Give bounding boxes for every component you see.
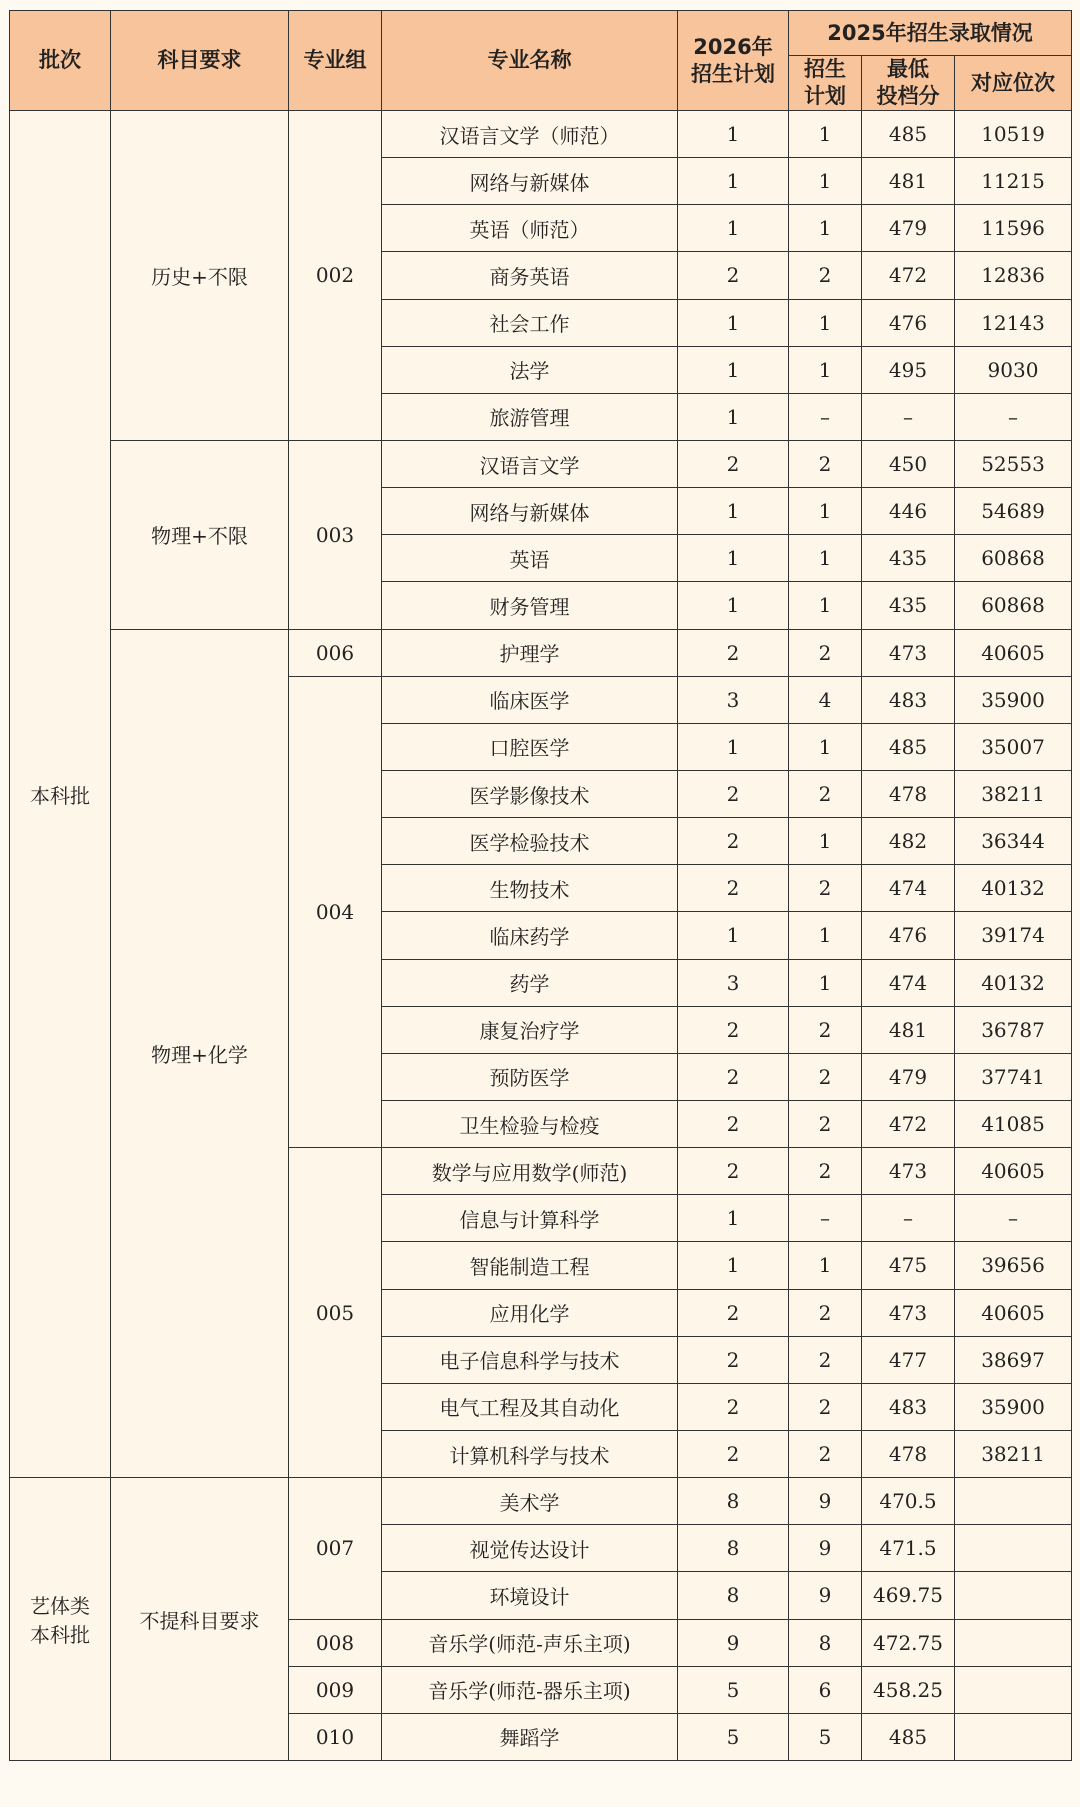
- table-row: [10, 629, 1072, 676]
- table-header: [10, 11, 1072, 111]
- plan-2025-cell: 1: [789, 111, 862, 158]
- rank-cell: –: [955, 393, 1072, 440]
- major-name-cell: 电子信息科学与技术: [382, 1336, 678, 1383]
- rank-cell: 12836: [955, 252, 1072, 299]
- plan-2026-cell: 2: [678, 1100, 789, 1147]
- plan-2025-cell: 2: [789, 1148, 862, 1195]
- header-admission-2025: 2025年招生录取情况: [789, 11, 1072, 56]
- plan-2026-cell: 1: [678, 1195, 789, 1242]
- rank-cell: 39656: [955, 1242, 1072, 1289]
- plan-2025-cell: 2: [789, 1289, 862, 1336]
- major-name-cell: 社会工作: [382, 299, 678, 346]
- major-name-cell: 网络与新媒体: [382, 488, 678, 535]
- plan-2026-cell: 2: [678, 629, 789, 676]
- min-score-cell: 478: [862, 1430, 955, 1477]
- min-score-cell: 478: [862, 770, 955, 817]
- subject-requirement-cell: 物理+化学: [111, 629, 289, 1478]
- plan-2026-cell: 2: [678, 252, 789, 299]
- plan-2025-cell: 1: [789, 346, 862, 393]
- plan-2025-cell: –: [789, 1195, 862, 1242]
- min-score-cell: 479: [862, 205, 955, 252]
- min-score-cell: 481: [862, 158, 955, 205]
- major-name-cell: 卫生检验与检疫: [382, 1100, 678, 1147]
- rank-cell: 36787: [955, 1006, 1072, 1053]
- rank-cell: [955, 1666, 1072, 1713]
- plan-2025-cell: 1: [789, 723, 862, 770]
- rank-cell: 11596: [955, 205, 1072, 252]
- group-code-cell: 007: [289, 1478, 382, 1619]
- batch-cell: [10, 1478, 111, 1761]
- plan-2025-cell: 2: [789, 1100, 862, 1147]
- major-name-cell: 信息与计算科学: [382, 1195, 678, 1242]
- plan-2026-cell: 3: [678, 676, 789, 723]
- major-name-cell: 财务管理: [382, 582, 678, 629]
- major-name-cell: 临床医学: [382, 676, 678, 723]
- major-name-cell: 应用化学: [382, 1289, 678, 1336]
- rank-cell: 40605: [955, 1148, 1072, 1195]
- plan-2025-cell: 1: [789, 1242, 862, 1289]
- plan-2026-cell: 2: [678, 818, 789, 865]
- plan-2025-cell: 2: [789, 1383, 862, 1430]
- rank-cell: 54689: [955, 488, 1072, 535]
- table-row: [10, 1478, 1072, 1525]
- major-name-cell: 电气工程及其自动化: [382, 1383, 678, 1430]
- major-name-cell: 护理学: [382, 629, 678, 676]
- rank-cell: 36344: [955, 818, 1072, 865]
- min-score-cell: 479: [862, 1053, 955, 1100]
- plan-2025-cell: –: [789, 393, 862, 440]
- plan-2026-cell: 8: [678, 1478, 789, 1525]
- plan-2025-cell: 2: [789, 1006, 862, 1053]
- header-group: 专业组: [289, 11, 382, 111]
- plan-2026-cell: 2: [678, 1383, 789, 1430]
- min-score-cell: –: [862, 393, 955, 440]
- major-name-cell: 汉语言文学（师范）: [382, 111, 678, 158]
- header-plan-2026: [678, 11, 789, 111]
- rank-cell: 38211: [955, 1430, 1072, 1477]
- plan-2025-cell: 1: [789, 582, 862, 629]
- rank-cell: 11215: [955, 158, 1072, 205]
- rank-cell: 38697: [955, 1336, 1072, 1383]
- major-name-cell: 商务英语: [382, 252, 678, 299]
- major-name-cell: 网络与新媒体: [382, 158, 678, 205]
- rank-cell: [955, 1713, 1072, 1760]
- rank-cell: 40605: [955, 629, 1072, 676]
- rank-cell: 37741: [955, 1053, 1072, 1100]
- plan-2025-cell: 8: [789, 1619, 862, 1666]
- rank-cell: [955, 1619, 1072, 1666]
- header-plan-2025: [789, 56, 862, 111]
- plan-2025-cell: 9: [789, 1478, 862, 1525]
- min-score-cell: 485: [862, 723, 955, 770]
- plan-2026-cell: 8: [678, 1525, 789, 1572]
- table-row: [10, 111, 1072, 158]
- plan-2025-cell: 2: [789, 1336, 862, 1383]
- major-name-cell: 法学: [382, 346, 678, 393]
- plan-2026-cell: 1: [678, 346, 789, 393]
- major-name-cell: 舞蹈学: [382, 1713, 678, 1760]
- rank-cell: [955, 1525, 1072, 1572]
- plan-2025-cell: 2: [789, 1430, 862, 1477]
- admission-table-container: [9, 10, 1072, 1761]
- batch-cell: [10, 111, 111, 1478]
- header-plan-2025-line2: 计划: [804, 84, 846, 108]
- batch-label: 艺体类: [30, 1594, 90, 1618]
- group-code-cell: 003: [289, 440, 382, 629]
- min-score-cell: 476: [862, 299, 955, 346]
- rank-cell: 40605: [955, 1289, 1072, 1336]
- plan-2026-cell: 1: [678, 912, 789, 959]
- min-score-cell: 477: [862, 1336, 955, 1383]
- plan-2025-cell: 2: [789, 1053, 862, 1100]
- major-name-cell: 音乐学(师范-器乐主项): [382, 1666, 678, 1713]
- min-score-cell: 481: [862, 1006, 955, 1053]
- plan-2026-cell: 5: [678, 1666, 789, 1713]
- plan-2025-cell: 1: [789, 912, 862, 959]
- rank-cell: [955, 1478, 1072, 1525]
- rank-cell: 12143: [955, 299, 1072, 346]
- min-score-cell: 469.75: [862, 1572, 955, 1619]
- major-name-cell: 数学与应用数学(师范): [382, 1148, 678, 1195]
- plan-2025-cell: 1: [789, 299, 862, 346]
- group-code-cell: 006: [289, 629, 382, 676]
- header-min-score-line2: 投档分: [876, 84, 940, 108]
- header-plan-2025-line1: 招生: [804, 57, 846, 81]
- major-name-cell: 医学检验技术: [382, 818, 678, 865]
- min-score-cell: 458.25: [862, 1666, 955, 1713]
- rank-cell: 41085: [955, 1100, 1072, 1147]
- plan-2026-cell: 1: [678, 299, 789, 346]
- subject-requirement-cell: 不提科目要求: [111, 1478, 289, 1761]
- plan-2025-cell: 4: [789, 676, 862, 723]
- min-score-cell: 473: [862, 1148, 955, 1195]
- min-score-cell: 474: [862, 959, 955, 1006]
- plan-2026-cell: 1: [678, 111, 789, 158]
- plan-2025-cell: 2: [789, 252, 862, 299]
- plan-2026-cell: 1: [678, 1242, 789, 1289]
- rank-cell: 35900: [955, 1383, 1072, 1430]
- min-score-cell: 473: [862, 629, 955, 676]
- plan-2025-cell: 9: [789, 1572, 862, 1619]
- major-name-cell: 药学: [382, 959, 678, 1006]
- rank-cell: 38211: [955, 770, 1072, 817]
- min-score-cell: 485: [862, 1713, 955, 1760]
- major-name-cell: 预防医学: [382, 1053, 678, 1100]
- plan-2025-cell: 1: [789, 818, 862, 865]
- rank-cell: [955, 1572, 1072, 1619]
- major-name-cell: 英语: [382, 535, 678, 582]
- plan-2026-cell: 1: [678, 393, 789, 440]
- min-score-cell: 472: [862, 1100, 955, 1147]
- min-score-cell: 495: [862, 346, 955, 393]
- rank-cell: 35900: [955, 676, 1072, 723]
- rank-cell: 40132: [955, 959, 1072, 1006]
- plan-2025-cell: 9: [789, 1525, 862, 1572]
- major-name-cell: 智能制造工程: [382, 1242, 678, 1289]
- plan-2025-cell: 2: [789, 865, 862, 912]
- min-score-cell: 450: [862, 440, 955, 487]
- group-code-cell: 008: [289, 1619, 382, 1666]
- plan-2026-cell: 2: [678, 1336, 789, 1383]
- header-rank: 对应位次: [955, 56, 1072, 111]
- min-score-cell: 435: [862, 535, 955, 582]
- plan-2026-cell: 2: [678, 1053, 789, 1100]
- major-name-cell: 康复治疗学: [382, 1006, 678, 1053]
- plan-2025-cell: 6: [789, 1666, 862, 1713]
- rank-cell: 40132: [955, 865, 1072, 912]
- header-min-score-line1: 最低: [887, 57, 929, 81]
- plan-2026-cell: 1: [678, 205, 789, 252]
- min-score-cell: 483: [862, 676, 955, 723]
- major-name-cell: 汉语言文学: [382, 440, 678, 487]
- plan-2026-cell: 1: [678, 535, 789, 582]
- min-score-cell: 485: [862, 111, 955, 158]
- group-code-cell: 005: [289, 1148, 382, 1478]
- header-plan-2026-line1: 2026年: [693, 34, 773, 59]
- major-name-cell: 医学影像技术: [382, 770, 678, 817]
- min-score-cell: 472.75: [862, 1619, 955, 1666]
- plan-2026-cell: 2: [678, 1006, 789, 1053]
- header-plan-2026-line2: 招生计划: [691, 61, 775, 86]
- subject-requirement-cell: 历史+不限: [111, 111, 289, 441]
- plan-2026-cell: 3: [678, 959, 789, 1006]
- table-body: [10, 111, 1072, 1761]
- rank-cell: 10519: [955, 111, 1072, 158]
- plan-2026-cell: 2: [678, 770, 789, 817]
- major-name-cell: 美术学: [382, 1478, 678, 1525]
- table-row: [10, 440, 1072, 487]
- plan-2025-cell: 2: [789, 440, 862, 487]
- header-major: 专业名称: [382, 11, 678, 111]
- plan-2026-cell: 1: [678, 582, 789, 629]
- group-code-cell: 004: [289, 676, 382, 1147]
- plan-2025-cell: 1: [789, 535, 862, 582]
- plan-2026-cell: 2: [678, 1430, 789, 1477]
- major-name-cell: 环境设计: [382, 1572, 678, 1619]
- plan-2026-cell: 1: [678, 488, 789, 535]
- plan-2026-cell: 8: [678, 1572, 789, 1619]
- group-code-cell: 010: [289, 1713, 382, 1760]
- rank-cell: 52553: [955, 440, 1072, 487]
- min-score-cell: –: [862, 1195, 955, 1242]
- header-min-score: [862, 56, 955, 111]
- min-score-cell: 471.5: [862, 1525, 955, 1572]
- admission-table: [9, 10, 1072, 1761]
- major-name-cell: 临床药学: [382, 912, 678, 959]
- group-code-cell: 002: [289, 111, 382, 441]
- plan-2025-cell: 2: [789, 629, 862, 676]
- major-name-cell: 英语（师范）: [382, 205, 678, 252]
- major-name-cell: 旅游管理: [382, 393, 678, 440]
- subject-requirement-cell: 物理+不限: [111, 440, 289, 629]
- plan-2026-cell: 2: [678, 865, 789, 912]
- min-score-cell: 482: [862, 818, 955, 865]
- rank-cell: 35007: [955, 723, 1072, 770]
- rank-cell: 60868: [955, 535, 1072, 582]
- min-score-cell: 473: [862, 1289, 955, 1336]
- plan-2025-cell: 5: [789, 1713, 862, 1760]
- rank-cell: –: [955, 1195, 1072, 1242]
- plan-2026-cell: 2: [678, 1148, 789, 1195]
- min-score-cell: 475: [862, 1242, 955, 1289]
- plan-2026-cell: 9: [678, 1619, 789, 1666]
- major-name-cell: 视觉传达设计: [382, 1525, 678, 1572]
- min-score-cell: 474: [862, 865, 955, 912]
- min-score-cell: 435: [862, 582, 955, 629]
- plan-2026-cell: 2: [678, 440, 789, 487]
- min-score-cell: 446: [862, 488, 955, 535]
- major-name-cell: 计算机科学与技术: [382, 1430, 678, 1477]
- min-score-cell: 476: [862, 912, 955, 959]
- plan-2026-cell: 1: [678, 723, 789, 770]
- rank-cell: 9030: [955, 346, 1072, 393]
- plan-2025-cell: 1: [789, 205, 862, 252]
- batch-label-line2: 本科批: [30, 1623, 90, 1647]
- min-score-cell: 472: [862, 252, 955, 299]
- rank-cell: 39174: [955, 912, 1072, 959]
- header-subject-requirement: 科目要求: [111, 11, 289, 111]
- group-code-cell: 009: [289, 1666, 382, 1713]
- plan-2026-cell: 1: [678, 158, 789, 205]
- plan-2026-cell: 2: [678, 1289, 789, 1336]
- plan-2026-cell: 5: [678, 1713, 789, 1760]
- min-score-cell: 483: [862, 1383, 955, 1430]
- plan-2025-cell: 2: [789, 770, 862, 817]
- header-batch: 批次: [10, 11, 111, 111]
- batch-label: 本科批: [30, 783, 90, 808]
- plan-2025-cell: 1: [789, 488, 862, 535]
- rank-cell: 60868: [955, 582, 1072, 629]
- major-name-cell: 音乐学(师范-声乐主项): [382, 1619, 678, 1666]
- min-score-cell: 470.5: [862, 1478, 955, 1525]
- major-name-cell: 生物技术: [382, 865, 678, 912]
- plan-2025-cell: 1: [789, 158, 862, 205]
- major-name-cell: 口腔医学: [382, 723, 678, 770]
- plan-2025-cell: 1: [789, 959, 862, 1006]
